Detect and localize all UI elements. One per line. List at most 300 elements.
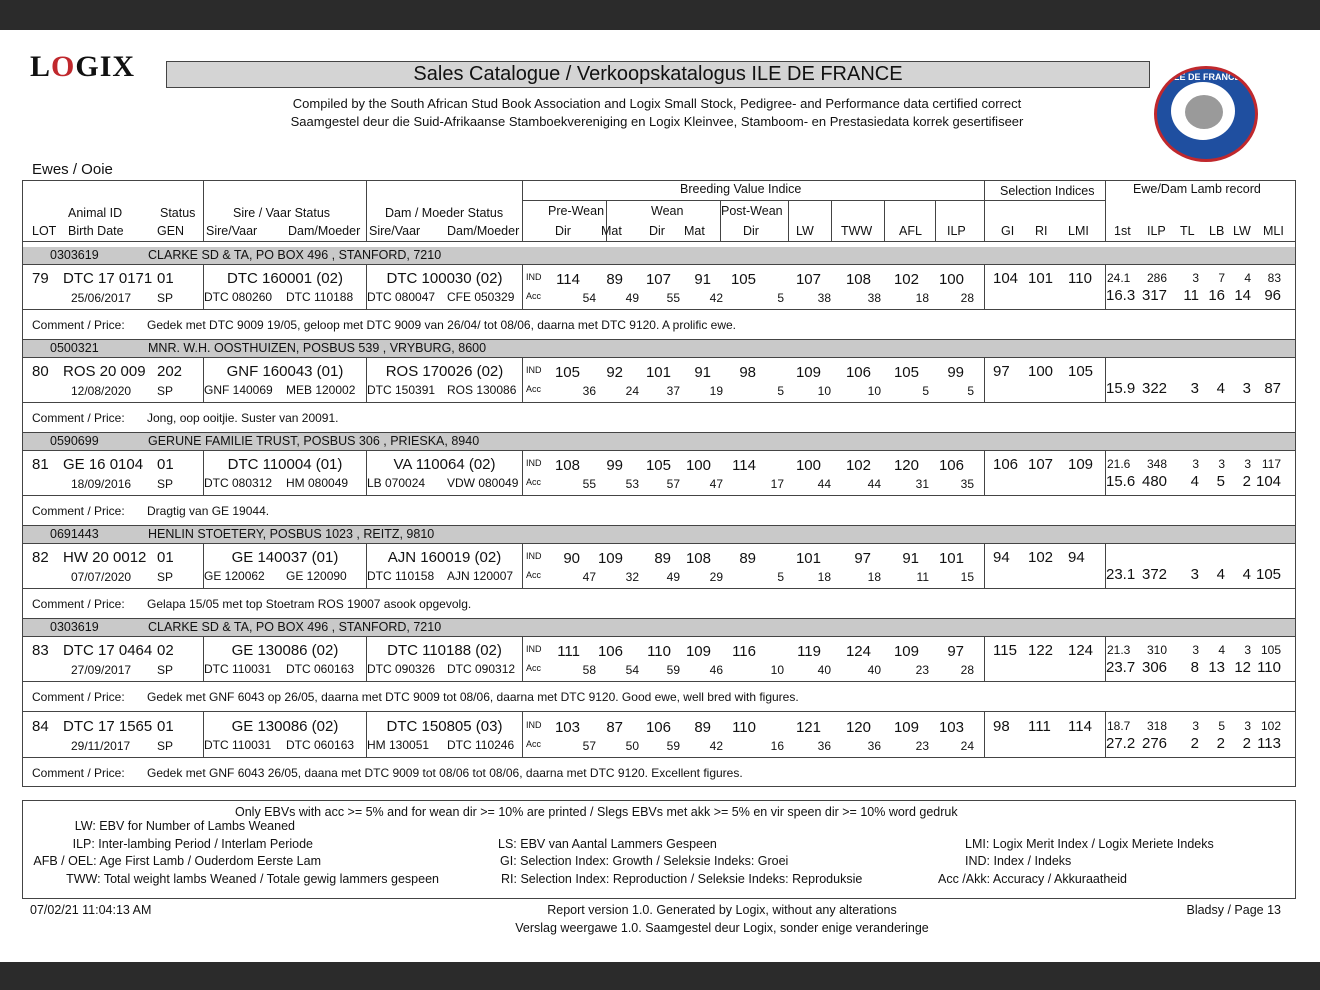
column-header-w-dir: Dir — [649, 224, 665, 238]
dam-id: AJN 160019 (02) — [387, 549, 502, 566]
farm-name: HENLIN STOETERY, POSBUS 1023 , REITZ, 9810 — [148, 527, 435, 541]
acc-w-dir: 59 — [666, 663, 680, 677]
lamb-record-prev-1: 286 — [1146, 271, 1167, 285]
column-header-gen: GEN — [157, 224, 185, 238]
ebv-pw-dir: 114 — [556, 271, 580, 288]
acc-ilp: 35 — [960, 477, 974, 491]
acc-w-dir: 55 — [666, 291, 680, 305]
column-header-ilp: ILP — [947, 224, 966, 238]
column-header-lw: LW — [796, 224, 814, 238]
farm-name: GERUNE FAMILIE TRUST, POSBUS 306 , PRIESKA, 8940 — [148, 434, 480, 448]
lamb-record-2: 8 — [1190, 659, 1199, 676]
legend-item: GI: Selection Index: Growth / Seleksie Indeks: Groei — [500, 854, 789, 868]
farm-number: 0590699 — [50, 434, 99, 448]
animal-status: 01 — [157, 270, 174, 287]
acc-label: Acc — [526, 384, 542, 394]
farm-number: 0691443 — [50, 527, 99, 541]
animal-status: 01 — [157, 456, 174, 473]
animal-id: DTC 17 0464 — [63, 642, 153, 659]
legend-item: Acc /Akk: Accuracy / Akkuraatheid — [938, 872, 1127, 886]
dam-id: VA 110064 (02) — [393, 456, 496, 473]
ebv-afl: 91 — [902, 550, 919, 567]
index-ri: 111 — [1028, 718, 1051, 735]
lot-number: 81 — [32, 456, 49, 473]
sire-sire: GE 120062 — [204, 569, 265, 583]
ebv-pow-dir: 116 — [732, 643, 756, 660]
ebv-tww: 108 — [845, 271, 871, 288]
acc-afl: 11 — [916, 570, 929, 584]
lamb-record-4: 4 — [1242, 566, 1251, 583]
comment-text: Gedek met GNF 6043 26/05, daana met DTC 9009 tot 08/06 tot 08/06, daarna met DTC 9120. Excellent figures. — [147, 766, 743, 780]
lamb-record-4: 12 — [1234, 659, 1251, 676]
column-header-lamb-record: Ewe/Dam Lamb record — [1133, 182, 1261, 196]
column-header-dam-moeder: Dam/Moeder — [288, 224, 361, 238]
dam-sire: DTC 110158 — [367, 569, 435, 583]
ebv-pw-dir: 111 — [557, 643, 580, 660]
lot-number: 82 — [32, 549, 49, 566]
column-header-w-mat: Mat — [684, 224, 705, 238]
acc-pw-dir: 47 — [582, 570, 596, 584]
ebv-w-mat: 100 — [685, 457, 711, 474]
dam-dam: CFE 050329 — [447, 290, 515, 304]
acc-tww: 36 — [867, 739, 881, 753]
lamb-record-1: 322 — [1142, 380, 1168, 397]
report-version-en: Report version 1.0. Generated by Logix, without any alterations — [547, 903, 897, 917]
column-header-sire-status: Sire / Vaar Status — [233, 206, 331, 220]
acc-pw-dir: 55 — [582, 477, 596, 491]
comment-text: Dragtig van GE 19044. — [147, 504, 270, 518]
birth-date: 18/09/2016 — [71, 477, 132, 491]
ebv-tww: 102 — [845, 457, 871, 474]
dam-sire: DTC 090326 — [367, 662, 436, 676]
acc-ilp: 15 — [960, 570, 974, 584]
lamb-record-1: 306 — [1142, 659, 1168, 676]
index-ri: 101 — [1028, 270, 1054, 287]
dam-sire: HM 130051 — [367, 738, 430, 752]
birth-date: 07/07/2020 — [71, 570, 132, 584]
farm-number: 0500321 — [50, 341, 99, 355]
index-lmi: 94 — [1068, 549, 1085, 566]
column-header-animal-id: Animal ID — [68, 206, 123, 220]
column-header-mli: MLI — [1263, 224, 1284, 238]
dam-id: DTC 110188 (02) — [387, 642, 502, 659]
ind-label: IND — [526, 365, 542, 375]
subtitle-english: Compiled by the South African Stud Book Association and Logix Small Stock, Pedigree- and Performance data certified correct — [292, 96, 1022, 111]
column-header-sire-vaar: Sire/Vaar — [206, 224, 258, 238]
acc-afl: 23 — [915, 739, 929, 753]
column-header-first: 1st — [1114, 224, 1131, 238]
acc-ilp: 5 — [967, 384, 974, 398]
acc-pow-dir: 5 — [777, 384, 784, 398]
acc-ilp: 28 — [960, 663, 974, 677]
legend-note: Only EBVs with acc >= 5% and for wean dir >= 10% are printed / Slegs EBVs met akk >= 5% en vir speen dir >= 10% word gedruk — [235, 805, 958, 819]
index-lmi: 105 — [1068, 363, 1094, 380]
gen-code: SP — [157, 384, 174, 398]
acc-afl: 31 — [915, 477, 929, 491]
ebv-w-dir: 106 — [645, 719, 671, 736]
lamb-record-0: 15.6 — [1106, 473, 1136, 490]
legend-item: AFB / OEL: Age First Lamb / Ouderdom Eerste Lam — [33, 854, 321, 868]
lamb-record-4: 3 — [1242, 380, 1251, 397]
lamb-record-prev-4: 4 — [1244, 271, 1251, 285]
ebv-pw-mat: 87 — [606, 719, 623, 736]
comment-text: Gelapa 15/05 met top Stoetram ROS 19007 asook opgevolg. — [147, 597, 472, 611]
acc-tww: 40 — [867, 663, 881, 677]
column-header-tww: TWW — [841, 224, 873, 238]
index-ri: 122 — [1028, 642, 1054, 659]
lamb-record-5: 96 — [1264, 287, 1281, 304]
ebv-w-mat: 109 — [685, 643, 711, 660]
column-header-tl: TL — [1180, 224, 1195, 238]
acc-lw: 40 — [817, 663, 831, 677]
ebv-lw: 107 — [795, 271, 821, 288]
ebv-pw-dir: 105 — [554, 364, 580, 381]
birth-date: 27/09/2017 — [71, 663, 132, 677]
lamb-record-prev-5: 83 — [1267, 271, 1281, 285]
comment-text: Gedek met GNF 6043 op 26/05, daarna met DTC 9009 tot 08/06, daarna met DTC 9120. Good ewe, well bred with figures. — [147, 690, 799, 704]
lamb-record-3: 16 — [1208, 287, 1225, 304]
sire-sire: DTC 110031 — [204, 738, 272, 752]
lamb-record-0: 15.9 — [1106, 380, 1136, 397]
lamb-record-prev-5: 117 — [1261, 457, 1281, 471]
lamb-record-5: 110 — [1257, 659, 1281, 676]
acc-afl: 23 — [915, 663, 929, 677]
lamb-record-prev-0: 24.1 — [1107, 271, 1131, 285]
legend-item: ILP: Inter-lambing Period / Interlam Periode — [72, 837, 313, 851]
acc-pw-dir: 58 — [582, 663, 596, 677]
sire-sire: DTC 080260 — [204, 290, 273, 304]
index-lmi: 114 — [1068, 718, 1092, 735]
comment-label: Comment / Price: — [32, 504, 125, 518]
sire-dam: DTC 060163 — [286, 738, 355, 752]
sire-id: GNF 160043 (01) — [226, 363, 344, 380]
index-ri: 100 — [1028, 363, 1054, 380]
ebv-pw-dir: 90 — [563, 550, 580, 567]
dam-sire: LB 070024 — [367, 476, 426, 490]
logix-logo: LOGIX — [30, 50, 136, 83]
lamb-record-2: 2 — [1190, 735, 1199, 752]
lamb-record-prev-2: 3 — [1192, 643, 1199, 657]
lamb-record-prev-4: 3 — [1244, 719, 1251, 733]
acc-w-mat: 47 — [709, 477, 723, 491]
column-header-ri: RI — [1035, 224, 1048, 238]
acc-pw-mat: 24 — [625, 384, 639, 398]
ebv-w-dir: 110 — [647, 643, 671, 660]
ile-de-france-badge: ILE DE FRANCE — [1154, 66, 1258, 162]
index-lmi: 110 — [1068, 270, 1092, 287]
farm-name: CLARKE SD & TA, PO BOX 496 , STANFORD, 7210 — [148, 620, 442, 634]
lamb-record-2: 4 — [1190, 473, 1199, 490]
lamb-record-prev-3: 7 — [1218, 271, 1225, 285]
animal-id: HW 20 0012 — [63, 549, 147, 566]
animal-status: 202 — [157, 363, 183, 380]
column-header-lot: LOT — [32, 224, 57, 238]
ebv-w-dir: 105 — [645, 457, 671, 474]
report-datetime: 07/02/21 11:04:13 AM — [30, 903, 152, 917]
ebv-w-mat: 108 — [685, 550, 711, 567]
sire-id: DTC 110004 (01) — [227, 456, 343, 473]
ebv-w-dir: 89 — [654, 550, 671, 567]
ebv-ilp: 103 — [938, 719, 964, 736]
index-gi: 104 — [993, 270, 1019, 287]
acc-tww: 38 — [867, 291, 881, 305]
acc-label: Acc — [526, 477, 542, 487]
sire-dam: HM 080049 — [286, 476, 349, 490]
lamb-record-5: 113 — [1257, 735, 1281, 752]
lamb-record-prev-0: 18.7 — [1107, 719, 1131, 733]
lamb-record-prev-1: 318 — [1146, 719, 1167, 733]
column-header-gi: GI — [1001, 224, 1015, 238]
page-number: Bladsy / Page 13 — [1186, 903, 1281, 917]
ebv-afl: 109 — [893, 643, 919, 660]
animal-status: 02 — [157, 642, 174, 659]
ewe-catalogue-table — [22, 180, 1296, 787]
lamb-record-3: 4 — [1216, 380, 1225, 397]
acc-pw-mat: 53 — [625, 477, 639, 491]
lamb-record-1: 372 — [1142, 566, 1168, 583]
animal-id: DTC 17 1565 — [63, 718, 153, 735]
animal-status: 01 — [157, 718, 174, 735]
comment-text: Jong, oop ooitjie. Suster van 20091. — [147, 411, 339, 425]
lot-number: 80 — [32, 363, 49, 380]
sheep-icon — [1185, 95, 1223, 129]
acc-w-mat: 46 — [709, 663, 723, 677]
ind-label: IND — [526, 551, 542, 561]
ebv-ilp: 101 — [938, 550, 964, 567]
index-ri: 102 — [1028, 549, 1054, 566]
birth-date: 12/08/2020 — [71, 384, 132, 398]
sire-dam: MEB 120002 — [286, 383, 356, 397]
column-header-birth-date: Birth Date — [68, 224, 124, 238]
ebv-pw-dir: 108 — [554, 457, 580, 474]
lamb-record-1: 480 — [1142, 473, 1168, 490]
ebv-afl: 105 — [893, 364, 919, 381]
column-header-lmi: LMI — [1068, 224, 1089, 238]
comment-label: Comment / Price: — [32, 766, 125, 780]
ebv-tww: 97 — [854, 550, 871, 567]
ebv-pw-mat: 99 — [606, 457, 623, 474]
ebv-lw: 119 — [797, 643, 821, 660]
lamb-record-prev-4: 3 — [1244, 457, 1251, 471]
lamb-record-prev-1: 348 — [1146, 457, 1167, 471]
ind-label: IND — [526, 644, 542, 654]
acc-ilp: 28 — [960, 291, 974, 305]
acc-afl: 18 — [915, 291, 929, 305]
index-ri: 107 — [1028, 456, 1054, 473]
ebv-w-mat: 91 — [694, 364, 711, 381]
index-gi: 94 — [993, 549, 1010, 566]
index-gi: 115 — [993, 642, 1017, 659]
dam-id: ROS 170026 (02) — [385, 363, 504, 380]
acc-tww: 44 — [867, 477, 881, 491]
lamb-record-3: 13 — [1208, 659, 1225, 676]
ebv-pw-mat: 89 — [606, 271, 623, 288]
column-header-selection-indices: Selection Indices — [1000, 184, 1095, 198]
lamb-record-prev-5: 105 — [1260, 643, 1281, 657]
acc-ilp: 24 — [960, 739, 974, 753]
lamb-record-prev-2: 3 — [1192, 719, 1199, 733]
acc-label: Acc — [526, 739, 542, 749]
acc-label: Acc — [526, 291, 542, 301]
acc-w-dir: 59 — [666, 739, 680, 753]
page-title: Sales Catalogue / Verkoopskatalogus ILE DE FRANCE — [166, 61, 1150, 88]
legend-box — [22, 800, 1296, 899]
lamb-record-5: 105 — [1256, 566, 1282, 583]
column-header-dam-status: Dam / Moeder Status — [385, 206, 504, 220]
lamb-record-4: 2 — [1242, 735, 1251, 752]
acc-pw-mat: 50 — [625, 739, 639, 753]
lamb-record-0: 27.2 — [1106, 735, 1136, 752]
animal-id: DTC 17 0171 — [63, 270, 153, 287]
sire-dam: GE 120090 — [286, 569, 347, 583]
lamb-record-3: 4 — [1216, 566, 1225, 583]
ebv-tww: 124 — [845, 643, 871, 660]
ebv-pow-dir: 114 — [732, 457, 756, 474]
lamb-record-2: 3 — [1190, 380, 1199, 397]
lamb-record-prev-3: 4 — [1218, 643, 1225, 657]
sire-id: GE 140037 (01) — [231, 549, 339, 566]
lamb-record-0: 23.1 — [1106, 566, 1136, 583]
ebv-lw: 121 — [795, 719, 821, 736]
lamb-record-5: 87 — [1264, 380, 1281, 397]
acc-lw: 36 — [817, 739, 831, 753]
lot-number: 79 — [32, 270, 49, 287]
subtitle-afrikaans: Saamgestel deur die Suid-Afrikaanse Stamboekvereniging en Logix Kleinvee, Stamboom- en Prestasiedata korrek gesertifiseer — [290, 114, 1024, 129]
column-header-pw-dir: Dir — [555, 224, 571, 238]
comment-label: Comment / Price: — [32, 318, 125, 332]
ebv-pw-mat: 109 — [597, 550, 623, 567]
dam-id: DTC 100030 (02) — [386, 270, 503, 287]
gen-code: SP — [157, 663, 174, 677]
farm-name: CLARKE SD & TA, PO BOX 496 , STANFORD, 7210 — [148, 248, 442, 262]
column-header-breeding-value: Breeding Value Indice — [680, 182, 802, 196]
lamb-record-prev-1: 310 — [1146, 643, 1167, 657]
sire-sire: DTC 080312 — [204, 476, 273, 490]
column-header-wean: Wean — [651, 204, 684, 218]
sire-dam: DTC 060163 — [286, 662, 355, 676]
ebv-ilp: 97 — [947, 643, 964, 660]
index-lmi: 109 — [1068, 456, 1094, 473]
sire-sire: DTC 110031 — [204, 662, 272, 676]
column-header-pow-dir: Dir — [743, 224, 759, 238]
column-header-pw-mat: Mat — [601, 224, 622, 238]
index-lmi: 124 — [1068, 642, 1094, 659]
ebv-afl: 120 — [893, 457, 919, 474]
column-header-dam-sire-vaar: Sire/Vaar — [369, 224, 421, 238]
ebv-w-dir: 107 — [645, 271, 671, 288]
lamb-record-prev-4: 3 — [1244, 643, 1251, 657]
acc-lw: 38 — [817, 291, 831, 305]
column-header-lb: LB — [1209, 224, 1225, 238]
lamb-record-2: 3 — [1190, 566, 1199, 583]
farm-number: 0303619 — [50, 620, 99, 634]
dam-dam: DTC 090312 — [447, 662, 516, 676]
gen-code: SP — [157, 739, 174, 753]
comment-label: Comment / Price: — [32, 597, 125, 611]
ebv-pow-dir: 98 — [739, 364, 756, 381]
legend-item: LMI: Logix Merit Index / Logix Meriete Indeks — [965, 837, 1214, 851]
acc-pow-dir: 16 — [770, 739, 784, 753]
ebv-tww: 120 — [845, 719, 871, 736]
acc-w-mat: 42 — [709, 291, 723, 305]
acc-pow-dir: 17 — [770, 477, 784, 491]
column-header-post-wean: Post-Wean — [721, 204, 783, 218]
lamb-record-3: 2 — [1216, 735, 1225, 752]
legend-item: LS: EBV van Aantal Lammers Gespeen — [498, 837, 717, 851]
ebv-lw: 109 — [795, 364, 821, 381]
animal-status: 01 — [157, 549, 174, 566]
acc-tww: 10 — [867, 384, 881, 398]
lamb-record-1: 276 — [1142, 735, 1168, 752]
sire-id: DTC 160001 (02) — [227, 270, 343, 287]
dam-dam: ROS 130086 — [447, 383, 517, 397]
lamb-record-0: 23.7 — [1106, 659, 1136, 676]
ind-label: IND — [526, 272, 542, 282]
farm-number: 0303619 — [50, 248, 99, 262]
ebv-w-mat: 91 — [694, 271, 711, 288]
ebv-pow-dir: 110 — [732, 719, 756, 736]
lamb-record-prev-3: 3 — [1218, 457, 1225, 471]
ebv-pw-dir: 103 — [554, 719, 580, 736]
acc-pow-dir: 10 — [770, 663, 784, 677]
index-gi: 106 — [993, 456, 1019, 473]
acc-w-mat: 42 — [709, 739, 723, 753]
lamb-record-0: 16.3 — [1106, 287, 1136, 304]
acc-w-dir: 57 — [666, 477, 680, 491]
acc-w-dir: 49 — [666, 570, 680, 584]
column-header-dam-dam-moeder: Dam/Moeder — [447, 224, 520, 238]
legend-item: IND: Index / Indeks — [965, 854, 1072, 868]
acc-pow-dir: 5 — [777, 570, 784, 584]
animal-id: GE 16 0104 — [63, 456, 144, 473]
lamb-record-4: 2 — [1242, 473, 1251, 490]
lamb-record-1: 317 — [1142, 287, 1168, 304]
lamb-record-3: 5 — [1216, 473, 1225, 490]
dam-dam: VDW 080049 — [447, 476, 519, 490]
sire-id: GE 130086 (02) — [231, 642, 339, 659]
ind-label: IND — [526, 720, 542, 730]
index-gi: 98 — [993, 718, 1010, 735]
top-bar — [0, 0, 1320, 30]
ebv-pw-mat: 106 — [597, 643, 623, 660]
dam-sire: DTC 150391 — [367, 383, 436, 397]
acc-lw: 18 — [817, 570, 831, 584]
report-version-af: Verslag weergawe 1.0. Saamgestel deur Logix, sonder enige veranderinge — [515, 921, 929, 935]
acc-label: Acc — [526, 570, 542, 580]
lot-number: 83 — [32, 642, 49, 659]
column-header-lr-ilp: ILP — [1147, 224, 1166, 238]
birth-date: 25/06/2017 — [71, 291, 132, 305]
birth-date: 29/11/2017 — [71, 739, 131, 753]
sire-sire: GNF 140069 — [204, 383, 273, 397]
acc-label: Acc — [526, 663, 542, 673]
comment-label: Comment / Price: — [32, 690, 125, 704]
column-header-status: Status — [160, 206, 196, 220]
ebv-ilp: 100 — [938, 271, 964, 288]
acc-w-mat: 29 — [709, 570, 723, 584]
ebv-ilp: 106 — [938, 457, 964, 474]
legend-item: RI: Selection Index: Reproduction / Seleksie Indeks: Reproduksie — [501, 872, 863, 886]
legend-item: LW: EBV for Number of Lambs Weaned — [74, 819, 295, 833]
bottom-bar — [0, 962, 1320, 990]
dam-dam: AJN 120007 — [447, 569, 514, 583]
gen-code: SP — [157, 570, 174, 584]
dam-id: DTC 150805 (03) — [386, 718, 503, 735]
column-header-afl: AFL — [899, 224, 922, 238]
acc-w-dir: 37 — [666, 384, 680, 398]
lamb-record-prev-3: 5 — [1218, 719, 1225, 733]
gen-code: SP — [157, 291, 174, 305]
